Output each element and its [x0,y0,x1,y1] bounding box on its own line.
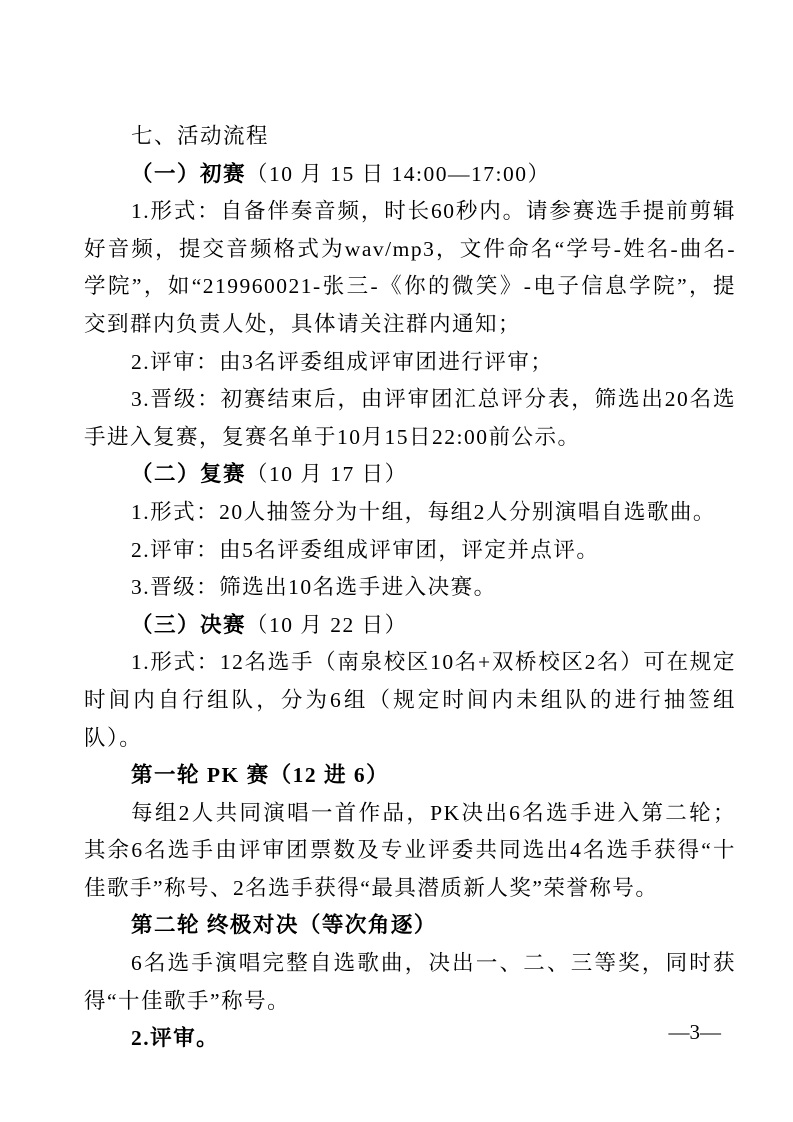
para-preliminary-judging: 2.评审：由3名评委组成评审团进行评审； [131,349,554,374]
document-body [84,118,736,1058]
heading-final-round [84,607,736,645]
heading-round2-final-showdown: 第二轮 终极对决（等次角逐） [131,913,437,938]
heading-final-round-date: （10 月 22 日） [246,612,408,637]
para-round2-detail: 6名选手演唱完整自选歌曲，决出一、二、三等奖，同时获得“十佳歌手”称号。 [84,951,736,1013]
para-round1-detail: 每组2人共同演唱一首作品，PK决出6名选手进入第二轮；其余6名选手由评审团票数及专业评委共同选出4名选手获得“十佳歌手”称号、2名选手获得“最具潜质新人奖”荣誉称号。 [84,800,736,900]
para-final-format: 1.形式：12名选手（南泉校区10名+双桥校区2名）可在规定时间内自行组队，分为6组（规定时间内未组队的进行抽签组队）。 [84,650,736,750]
heading-preliminary-round-schedule: （10 月 15 日 14:00—17:00） [246,161,551,186]
para-preliminary-format: 1.形式：自备伴奏音频，时长60秒内。请参赛选手提前剪辑好音频，提交音频格式为wav/mp3，文件命名“学号-姓名-曲名-学院”，如“219960021-张三-《你的微笑》-电子信息学院”，提交到群内负责人处，具体请关注群内通知； [84,199,736,336]
para-judging-subheading: 2.评审。 [131,1026,220,1051]
heading-section-7-activity-flow: 七、活动流程 [131,124,270,148]
heading-semifinal-round-title: （二）复赛 [131,462,247,487]
page-number: —3— [668,1020,721,1044]
heading-semifinal-round-date: （10 月 17 日） [246,462,408,487]
para-semifinal-judging: 2.评审：由5名评委组成评审团，评定并点评。 [131,537,600,562]
para-preliminary-advancement: 3.晋级：初赛结束后，由评审团汇总评分表，筛选出20名选手进入复赛，复赛名单于10月15日22:00前公示。 [84,387,736,449]
heading-semifinal-round [84,456,736,494]
heading-final-round-title: （三）决赛 [131,612,247,637]
para-semifinal-advancement: 3.晋级：筛选出10名选手进入决赛。 [131,575,497,600]
para-semifinal-format: 1.形式：20人抽签分为十组，每组2人分别演唱自选歌曲。 [131,499,716,524]
heading-preliminary-round-title: （一）初赛 [131,161,247,186]
heading-round1-pk: 第一轮 PK 赛（12 进 6） [131,763,390,788]
heading-preliminary-round [84,156,736,194]
